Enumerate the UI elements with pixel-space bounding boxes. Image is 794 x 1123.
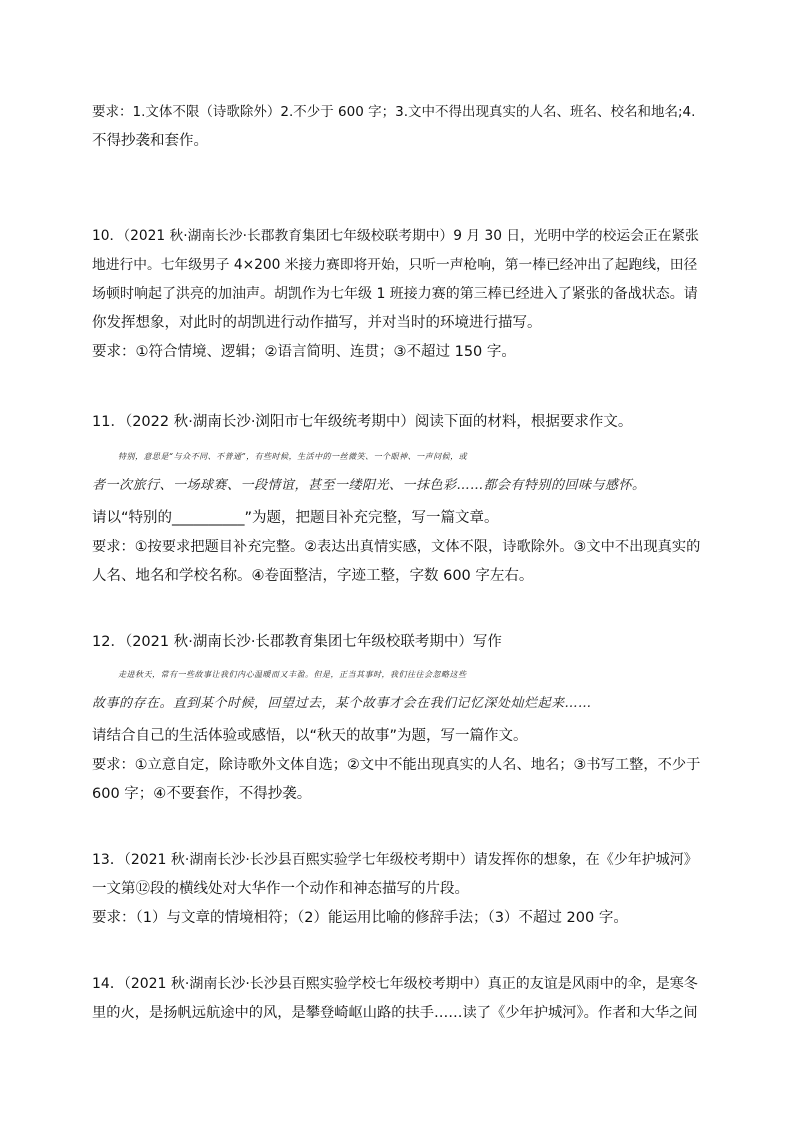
q12-prompt: 请结合自己的生活体验或感悟，以“秋天的故事”为题，写一篇作文。 <box>92 728 528 744</box>
q10-line1: 10．（2021 秋·湖南长沙·长郡教育集团七年级校联考期中）9 月 30 日，光明中学的校运会正在紧张 <box>92 228 699 244</box>
q9-req-line2: 不得抄袭和套作。 <box>92 133 208 149</box>
q11-prompt: 请以“特别的__________”为题，把题目补充完整，写一篇文章。 <box>92 510 499 526</box>
q13-line2: 一文第⑫段的横线处对大华作一个动作和神态描写的片段。 <box>92 881 469 897</box>
q12-req-line1: 要求：①立意自定，除诗歌外文体自选；②文中不能出现真实的人名、地名；③书写工整，不少于 <box>92 757 701 773</box>
question-10 <box>92 222 704 367</box>
q10-requirements: 要求：①符合情境、逻辑；②语言简明、连贯；③不超过 150 字。 <box>92 344 516 360</box>
question-11-heading <box>92 408 704 437</box>
q11-passage-line2: 者一次旅行、一场球赛、一段情谊，甚至一缕阳光、一抹色彩……都会有特别的回味与感怀。 <box>92 478 646 493</box>
q12-passage-line1: 走进秋天，常有一些故事让我们内心温暖而又丰盈。但是，正当其事时，我们往往会忽略这些 <box>118 670 467 679</box>
q13-requirements: 要求：（1）与文章的情境相符；（2）能运用比喻的修辞手法；（3）不超过 200 字。 <box>92 910 628 926</box>
q11-passage-line1: 特别，意思是“与众不同、不普通”，有些时候，生活中的一丝微笑、一个眼神、一声问候，或 <box>118 452 468 461</box>
q11-req-line2: 人名、地名和学校名称。④卷面整洁，字迹工整，字数 600 字左右。 <box>92 568 534 584</box>
question-13 <box>92 846 704 933</box>
q12-req-line2: 600 字；④不要套作，不得抄袭。 <box>92 786 312 802</box>
q13-line1: 13．（2021 秋·湖南长沙·长沙县百熙实验学七年级校考期中）请发挥你的想象，在《少年护城河》 <box>92 852 698 868</box>
question-14 <box>92 970 704 1028</box>
q9-requirements <box>92 98 704 156</box>
q12-line1: 12．（2021 秋·湖南长沙·长郡教育集团七年级校联考期中）写作 <box>92 634 502 650</box>
q10-line2: 地进行中。七年级男子 4×200 米接力赛即将开始，只听一声枪响，第一棒已经冲出了起跑线，田径 <box>92 257 698 273</box>
q11-line1: 11．（2022 秋·湖南长沙·浏阳市七年级统考期中）阅读下面的材料，根据要求作文。 <box>92 414 633 430</box>
q10-line3: 场顿时响起了洪亮的加油声。胡凯作为七年级 1 班接力赛的第三棒已经进入了紧张的备战状态。请 <box>92 286 698 302</box>
q12-material-passage <box>92 660 704 718</box>
q11-material-passage <box>92 442 704 500</box>
q14-line1: 14．（2021 秋·湖南长沙·长沙县百熙实验学校七年级校考期中）真正的友谊是风雨中的伞，是寒冬 <box>92 976 698 992</box>
q10-line4: 你发挥想象，对此时的胡凯进行动作描写，并对当时的环境进行描写。 <box>92 315 542 331</box>
q12-passage-line2: 故事的存在。直到某个时候，回望过去，某个故事才会在我们记忆深处灿烂起来…… <box>92 696 592 711</box>
question-12-heading <box>92 628 704 657</box>
q14-line2: 里的火，是扬帆远航途中的风，是攀登崎岖山路的扶手……读了《少年护城河》。作者和大华之间 <box>92 1005 698 1021</box>
question-12-body <box>92 722 704 809</box>
q9-req-line1: 要求：1.文体不限（诗歌除外）2.不少于 600 字；3.文中不得出现真实的人名、班名、校名和地名;4. <box>92 104 696 120</box>
q11-req-line1: 要求：①按要求把题目补充完整。②表达出真情实感，文体不限，诗歌除外。③文中不出现真实的 <box>92 539 701 555</box>
question-11-body <box>92 504 704 591</box>
